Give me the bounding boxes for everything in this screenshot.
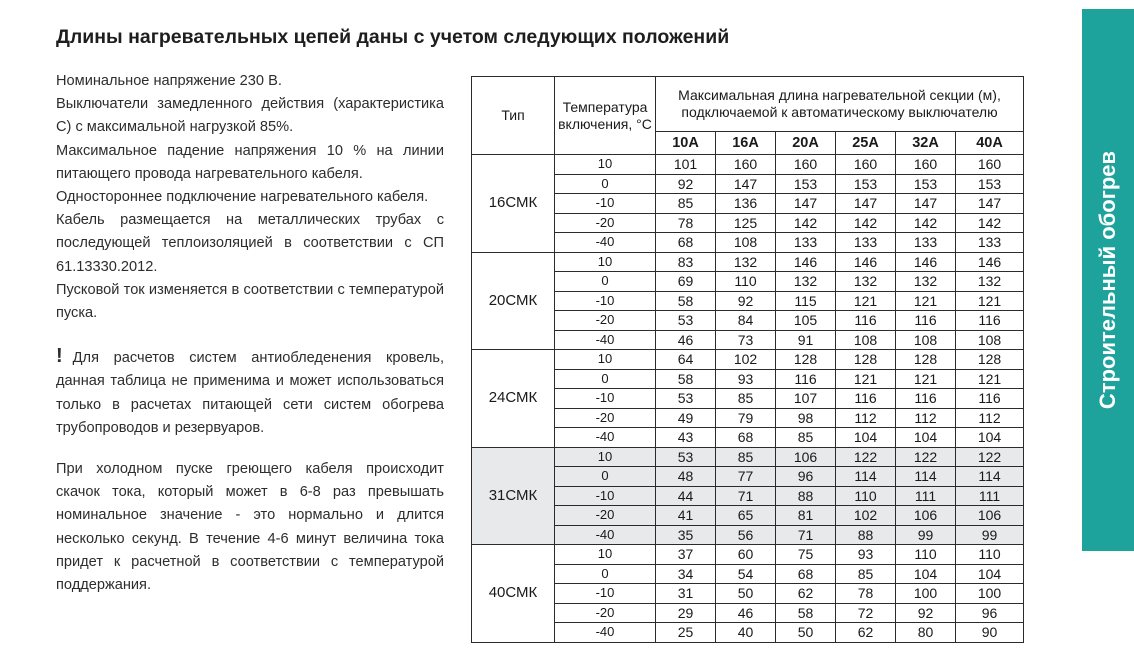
- table-row: [472, 252, 1024, 272]
- table-row: [472, 311, 1024, 331]
- table-row: [472, 194, 1024, 214]
- max-length-cell: 153: [896, 174, 956, 194]
- max-length-cell: 114: [956, 467, 1024, 487]
- max-length-cell: 98: [776, 408, 836, 428]
- max-length-cell: 110: [716, 272, 776, 292]
- max-length-cell: 142: [956, 213, 1024, 233]
- max-length-cell: 133: [776, 233, 836, 253]
- max-length-cell: 71: [716, 486, 776, 506]
- max-length-cell: 112: [956, 408, 1024, 428]
- max-length-cell: 121: [896, 291, 956, 311]
- max-length-cell: 50: [716, 584, 776, 604]
- max-length-cell: 121: [836, 369, 896, 389]
- max-length-cell: 96: [956, 603, 1024, 623]
- max-length-cell: 85: [836, 564, 896, 584]
- paragraph-breakers: Выключатели замедленного действия (характеристика С) с максимальной нагрузкой 85%.: [56, 96, 444, 136]
- max-length-cell: 110: [836, 486, 896, 506]
- max-length-cell: 104: [836, 428, 896, 448]
- max-length-cell: 77: [716, 467, 776, 487]
- max-length-cell: 69: [656, 272, 716, 292]
- max-length-cell: 116: [836, 389, 896, 409]
- max-length-cell: 128: [956, 350, 1024, 370]
- start-temperature: -10: [555, 389, 656, 409]
- max-length-cell: 106: [956, 506, 1024, 526]
- max-length-cell: 53: [656, 447, 716, 467]
- max-length-cell: 106: [896, 506, 956, 526]
- max-length-cell: 68: [656, 233, 716, 253]
- start-temperature: 0: [555, 174, 656, 194]
- max-length-cell: 79: [716, 408, 776, 428]
- table-row: [472, 174, 1024, 194]
- warning-note: [56, 345, 444, 440]
- max-length-cell: 153: [776, 174, 836, 194]
- max-length-cell: 85: [716, 447, 776, 467]
- header-max-length: Максимальная длина нагревательной секции (м), подключаемой к автоматическому выключателю: [656, 77, 1024, 132]
- header-current: 20А: [776, 132, 836, 155]
- start-temperature: -40: [555, 428, 656, 448]
- max-length-cell: 132: [716, 252, 776, 272]
- table-row: [472, 428, 1024, 448]
- table-row: [472, 447, 1024, 467]
- paragraph-start-current: Пусковой ток изменяется в соответствии с температурой пуска.: [56, 281, 444, 322]
- table-row: [472, 233, 1024, 253]
- max-length-cell: 107: [776, 389, 836, 409]
- start-temperature: -40: [555, 525, 656, 545]
- table-row: [472, 564, 1024, 584]
- max-length-cell: 153: [956, 174, 1024, 194]
- max-length-cell: 88: [836, 525, 896, 545]
- max-length-cell: 142: [776, 213, 836, 233]
- max-length-cell: 96: [776, 467, 836, 487]
- max-length-cell: 133: [896, 233, 956, 253]
- max-length-cell: 40: [716, 623, 776, 643]
- max-length-cell: 93: [716, 369, 776, 389]
- intro-text: [56, 70, 444, 597]
- start-temperature: -10: [555, 486, 656, 506]
- max-length-cell: 99: [896, 525, 956, 545]
- max-length-cell: 106: [776, 447, 836, 467]
- max-length-cell: 112: [896, 408, 956, 428]
- max-length-cell: 115: [776, 291, 836, 311]
- max-length-cell: 146: [776, 252, 836, 272]
- start-temperature: 0: [555, 272, 656, 292]
- max-length-cell: 92: [716, 291, 776, 311]
- max-length-cell: 108: [836, 330, 896, 350]
- max-length-cell: 85: [776, 428, 836, 448]
- max-length-cell: 114: [836, 467, 896, 487]
- table-row: [472, 272, 1024, 292]
- table-row: [472, 486, 1024, 506]
- max-length-cell: 160: [716, 155, 776, 175]
- max-length-cell: 73: [716, 330, 776, 350]
- max-length-cell: 99: [956, 525, 1024, 545]
- start-temperature: -20: [555, 213, 656, 233]
- start-temperature: 0: [555, 369, 656, 389]
- max-length-cell: 104: [896, 564, 956, 584]
- header-current: 25А: [836, 132, 896, 155]
- max-length-cell: 133: [836, 233, 896, 253]
- max-length-cell: 142: [836, 213, 896, 233]
- header-current: 32А: [896, 132, 956, 155]
- max-length-cell: 54: [716, 564, 776, 584]
- paragraph-connection: Одностороннее подключение нагревательного кабеля.: [56, 189, 429, 206]
- max-length-cell: 128: [776, 350, 836, 370]
- start-temperature: -20: [555, 506, 656, 526]
- start-temperature: -40: [555, 623, 656, 643]
- max-length-cell: 133: [956, 233, 1024, 253]
- max-length-cell: 110: [956, 545, 1024, 565]
- max-length-cell: 93: [836, 545, 896, 565]
- table-row: [472, 506, 1024, 526]
- start-temperature: 0: [555, 467, 656, 487]
- max-length-cell: 53: [656, 389, 716, 409]
- header-temperature: Температура включения, °С: [555, 77, 656, 155]
- max-length-cell: 153: [836, 174, 896, 194]
- max-length-cell: 53: [656, 311, 716, 331]
- max-length-cell: 146: [956, 252, 1024, 272]
- max-length-cell: 108: [896, 330, 956, 350]
- paragraph-voltage: Номинальное напряжение 230 В.: [56, 73, 282, 89]
- max-length-cell: 116: [776, 369, 836, 389]
- start-temperature: -40: [555, 233, 656, 253]
- max-length-cell: 75: [776, 545, 836, 565]
- max-length-cell: 50: [776, 623, 836, 643]
- table-row: [472, 545, 1024, 565]
- section-tab: [1082, 9, 1134, 551]
- max-length-cell: 46: [716, 603, 776, 623]
- max-length-cell: 147: [896, 194, 956, 214]
- max-length-cell: 62: [776, 584, 836, 604]
- table-row: [472, 525, 1024, 545]
- start-temperature: 10: [555, 252, 656, 272]
- table-row: [472, 408, 1024, 428]
- max-length-cell: 108: [956, 330, 1024, 350]
- max-length-cell: 128: [836, 350, 896, 370]
- max-length-cell: 111: [956, 486, 1024, 506]
- header-current: 40А: [956, 132, 1024, 155]
- max-length-cell: 56: [716, 525, 776, 545]
- table-row: [472, 291, 1024, 311]
- max-length-cell: 65: [716, 506, 776, 526]
- start-temperature: -10: [555, 291, 656, 311]
- table-row: [472, 603, 1024, 623]
- max-length-cell: 128: [896, 350, 956, 370]
- max-length-cell: 84: [716, 311, 776, 331]
- max-length-cell: 116: [956, 389, 1024, 409]
- max-length-cell: 110: [896, 545, 956, 565]
- paragraph-placement: Кабель размещается на металлических трубах с последующей теплоизоляцией в соответствии с СП 61.13330.2012.: [56, 212, 444, 275]
- max-length-cell: 68: [776, 564, 836, 584]
- max-length-cell: 104: [956, 564, 1024, 584]
- start-temperature: 10: [555, 350, 656, 370]
- header-current: 10А: [656, 132, 716, 155]
- max-length-cell: 88: [776, 486, 836, 506]
- max-length-cell: 142: [896, 213, 956, 233]
- cable-type: 24СМК: [472, 350, 555, 448]
- cable-type: 16СМК: [472, 155, 555, 253]
- max-length-cell: 147: [956, 194, 1024, 214]
- max-length-cell: 160: [956, 155, 1024, 175]
- max-length-cell: 92: [656, 174, 716, 194]
- max-length-cell: 147: [716, 174, 776, 194]
- max-length-cell: 160: [896, 155, 956, 175]
- start-temperature: 10: [555, 447, 656, 467]
- max-length-cell: 132: [896, 272, 956, 292]
- table-row: [472, 389, 1024, 409]
- max-length-cell: 60: [716, 545, 776, 565]
- max-length-cell: 68: [716, 428, 776, 448]
- max-length-cell: 102: [716, 350, 776, 370]
- max-length-cell: 43: [656, 428, 716, 448]
- max-length-cell: 62: [836, 623, 896, 643]
- cable-type: 40СМК: [472, 545, 555, 643]
- max-length-cell: 132: [956, 272, 1024, 292]
- start-temperature: -20: [555, 408, 656, 428]
- start-temperature: 10: [555, 155, 656, 175]
- max-length-cell: 105: [776, 311, 836, 331]
- start-temperature: -40: [555, 330, 656, 350]
- max-length-cell: 85: [716, 389, 776, 409]
- max-length-cell: 85: [656, 194, 716, 214]
- max-length-cell: 102: [836, 506, 896, 526]
- max-length-cell: 101: [656, 155, 716, 175]
- max-length-cell: 114: [896, 467, 956, 487]
- max-length-cell: 147: [776, 194, 836, 214]
- max-length-cell: 44: [656, 486, 716, 506]
- section-label: Строительный обогрев: [1095, 150, 1120, 410]
- start-temperature: -10: [555, 194, 656, 214]
- max-length-cell: 146: [836, 252, 896, 272]
- max-length-cell: 108: [716, 233, 776, 253]
- page-title: Длины нагревательных цепей даны с учетом следующих положений: [56, 26, 730, 48]
- cable-type: 31СМК: [472, 447, 555, 545]
- max-length-cell: 122: [836, 447, 896, 467]
- max-length-cell: 116: [956, 311, 1024, 331]
- max-length-cell: 100: [956, 584, 1024, 604]
- max-length-cell: 122: [956, 447, 1024, 467]
- max-length-cell: 58: [776, 603, 836, 623]
- start-temperature: -20: [555, 603, 656, 623]
- max-length-cell: 92: [896, 603, 956, 623]
- max-length-cell: 116: [896, 311, 956, 331]
- warning-icon: !: [56, 345, 63, 368]
- table-row: [472, 369, 1024, 389]
- max-length-cell: 100: [896, 584, 956, 604]
- max-length-cell: 29: [656, 603, 716, 623]
- start-temperature: -20: [555, 311, 656, 331]
- max-length-cell: 122: [896, 447, 956, 467]
- start-temperature: 10: [555, 545, 656, 565]
- max-length-cell: 160: [836, 155, 896, 175]
- max-length-cell: 48: [656, 467, 716, 487]
- max-length-cell: 125: [716, 213, 776, 233]
- heating-length-table: [471, 76, 1024, 643]
- cold-start-note: При холодном пуске греющего кабеля происходит скачок тока, который может в 6-8 раз превышать номинальное значение - это нормально и длится несколько секунд. В течение 4-6 минут величина тока придет к расчетной в соответствии с температурой поддержания.: [56, 461, 444, 594]
- max-length-cell: 121: [956, 369, 1024, 389]
- cable-type: 20СМК: [472, 252, 555, 350]
- table-row: [472, 350, 1024, 370]
- max-length-cell: 37: [656, 545, 716, 565]
- table-row: [472, 623, 1024, 643]
- max-length-cell: 58: [656, 291, 716, 311]
- table-row: [472, 584, 1024, 604]
- max-length-cell: 116: [896, 389, 956, 409]
- start-temperature: -10: [555, 584, 656, 604]
- max-length-cell: 31: [656, 584, 716, 604]
- header-current: 16А: [716, 132, 776, 155]
- max-length-cell: 111: [896, 486, 956, 506]
- warning-text: Для расчетов систем антиобледенения кровель, данная таблица не применима и может использоваться только в расчетах питающей сети систем обогрева трубопроводов и резервуаров.: [56, 350, 444, 436]
- table-row: [472, 155, 1024, 175]
- max-length-cell: 83: [656, 252, 716, 272]
- table-row: [472, 213, 1024, 233]
- table-row: [472, 467, 1024, 487]
- max-length-cell: 58: [656, 369, 716, 389]
- max-length-cell: 104: [896, 428, 956, 448]
- table-row: [472, 330, 1024, 350]
- max-length-cell: 116: [836, 311, 896, 331]
- max-length-cell: 104: [956, 428, 1024, 448]
- max-length-cell: 71: [776, 525, 836, 545]
- start-temperature: 0: [555, 564, 656, 584]
- max-length-cell: 34: [656, 564, 716, 584]
- max-length-cell: 160: [776, 155, 836, 175]
- max-length-cell: 121: [836, 291, 896, 311]
- max-length-cell: 80: [896, 623, 956, 643]
- header-type: Тип: [472, 77, 555, 155]
- max-length-cell: 35: [656, 525, 716, 545]
- max-length-cell: 136: [716, 194, 776, 214]
- max-length-cell: 121: [956, 291, 1024, 311]
- max-length-cell: 41: [656, 506, 716, 526]
- max-length-cell: 147: [836, 194, 896, 214]
- paragraph-voltage-drop: Максимальное падение напряжения 10 % на линии питающего провода нагревательного кабеля.: [56, 142, 444, 182]
- max-length-cell: 64: [656, 350, 716, 370]
- max-length-cell: 78: [656, 213, 716, 233]
- max-length-cell: 91: [776, 330, 836, 350]
- max-length-cell: 72: [836, 603, 896, 623]
- max-length-cell: 25: [656, 623, 716, 643]
- max-length-cell: 78: [836, 584, 896, 604]
- max-length-cell: 146: [896, 252, 956, 272]
- max-length-cell: 49: [656, 408, 716, 428]
- max-length-cell: 132: [776, 272, 836, 292]
- max-length-cell: 81: [776, 506, 836, 526]
- max-length-cell: 46: [656, 330, 716, 350]
- max-length-cell: 90: [956, 623, 1024, 643]
- max-length-cell: 132: [836, 272, 896, 292]
- max-length-cell: 112: [836, 408, 896, 428]
- max-length-cell: 121: [896, 369, 956, 389]
